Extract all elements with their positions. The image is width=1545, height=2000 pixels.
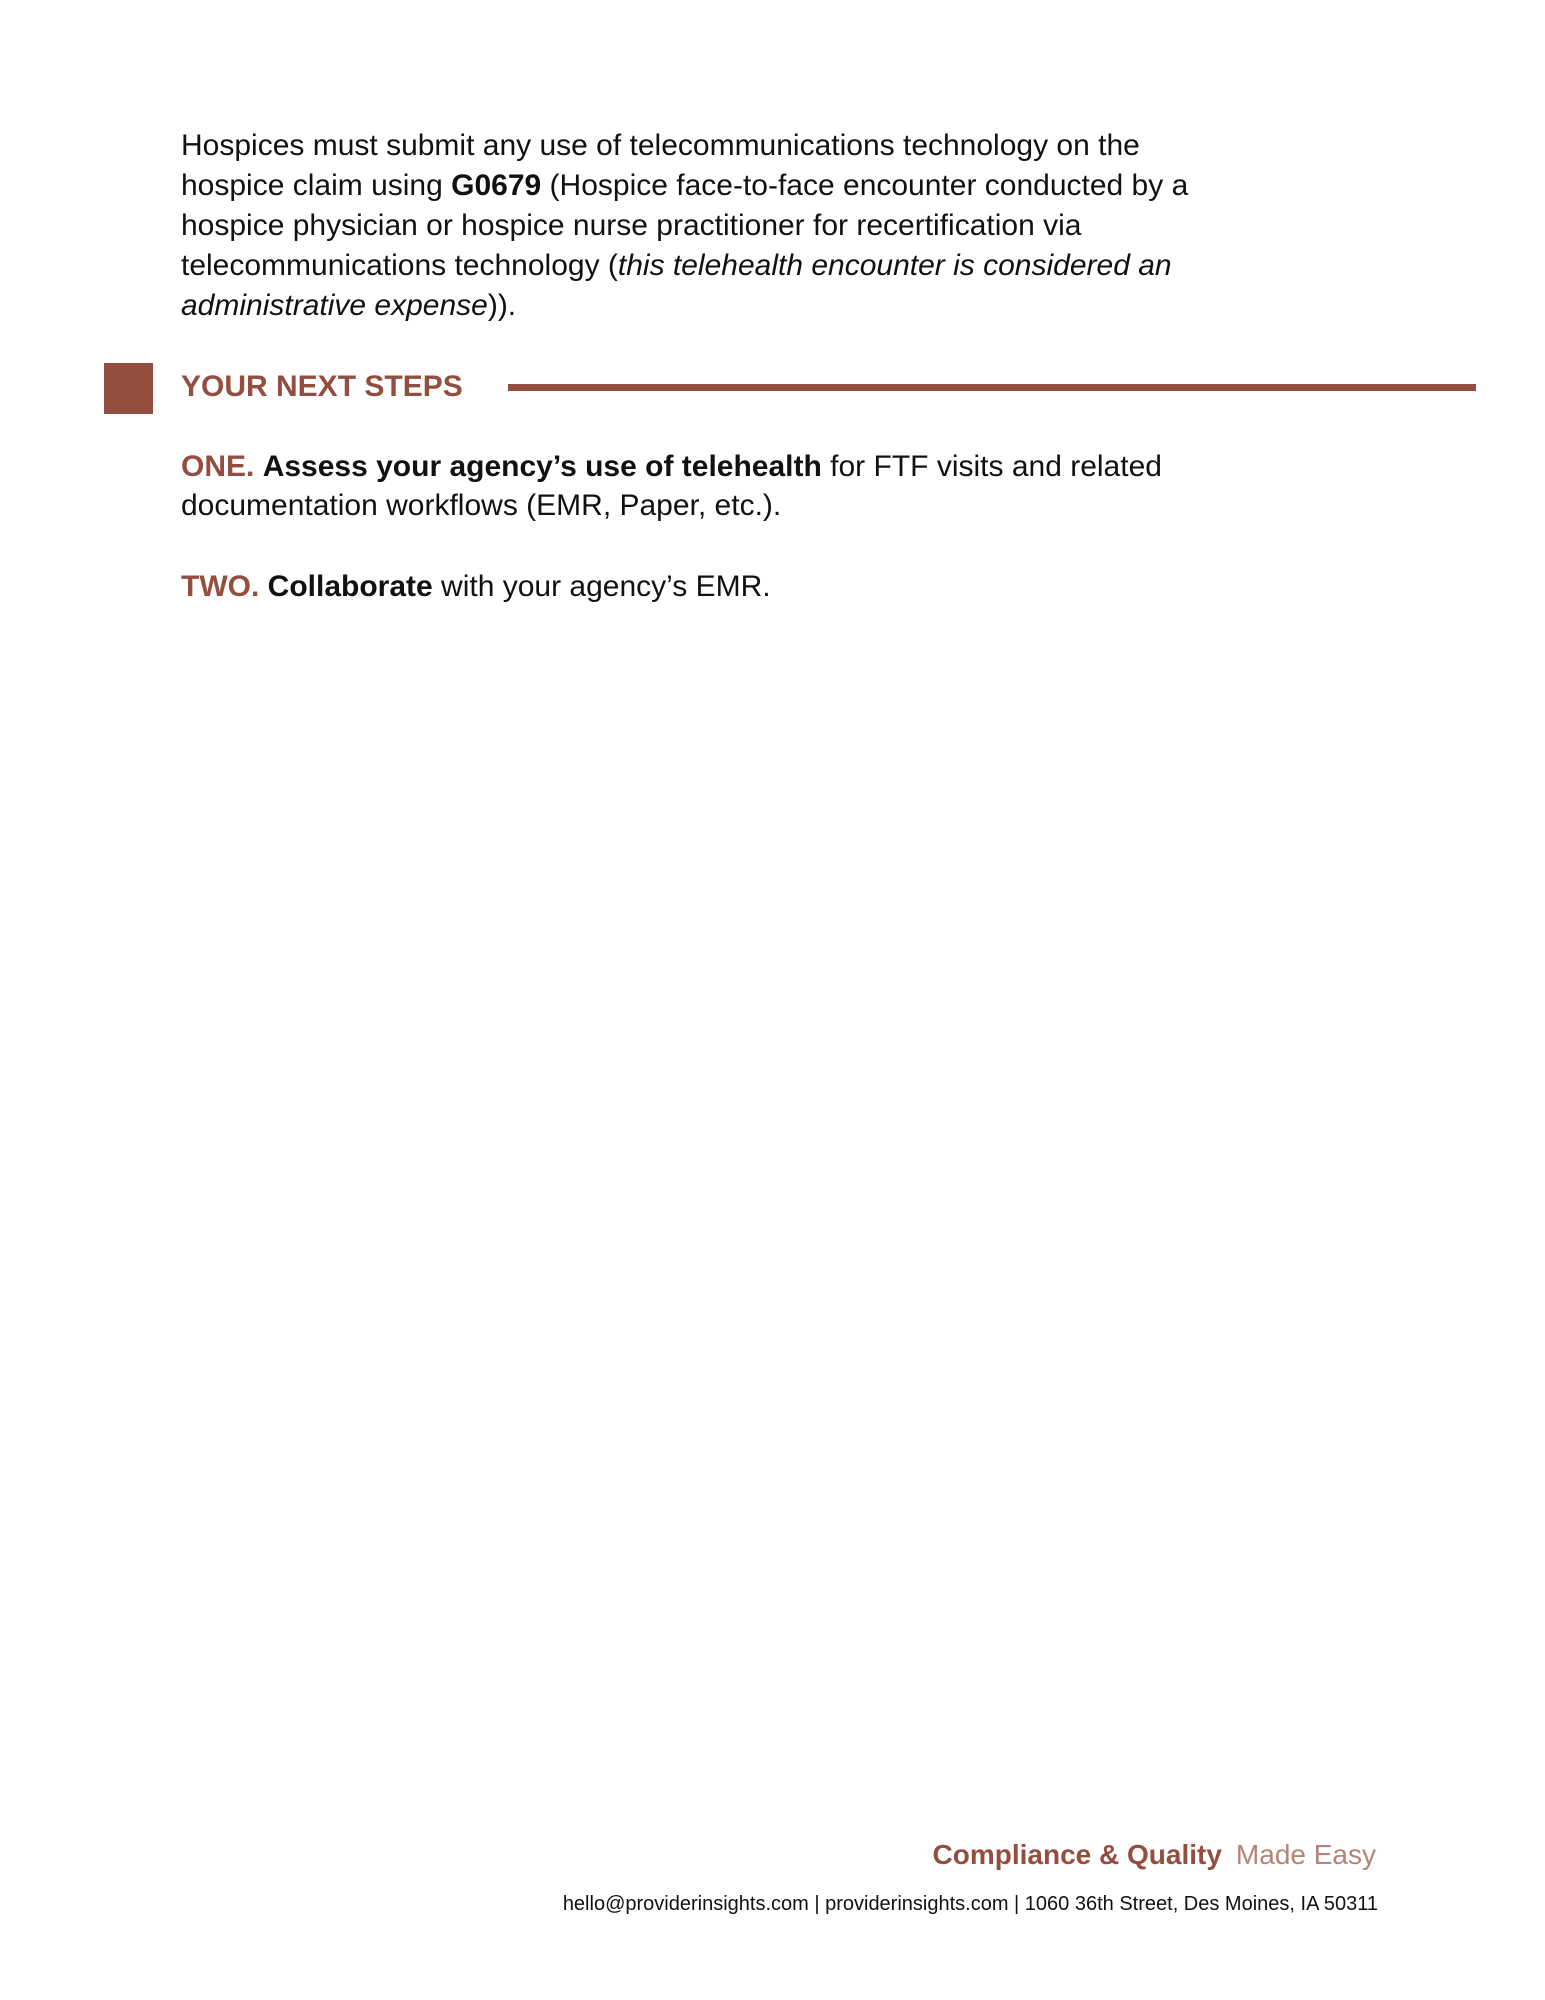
step-two-line-1: TWO. Collaborate with your agency’s EMR. [181, 570, 771, 603]
tagline-light: Made Easy [1235, 1839, 1376, 1870]
intro-paragraph [181, 126, 1381, 326]
intro-line-3: hospice physician or hospice nurse practitioner for recertification via [181, 209, 1082, 242]
billing-code: G0679 [451, 169, 542, 202]
step-one [181, 447, 1381, 525]
step-one-action: Assess your agency’s use of telehealth [262, 450, 822, 483]
step-two-action: Collaborate [267, 570, 433, 603]
tagline-strong: Compliance & Quality [932, 1839, 1222, 1870]
step-one-line-1: ONE. Assess your agency’s use of telehealth for FTF visits and related [181, 450, 1162, 483]
step-two [181, 567, 1381, 606]
intro-line-4: telecommunications technology (this telehealth encounter is considered an [181, 249, 1172, 282]
step-number: ONE. [181, 450, 255, 483]
section-divider [508, 384, 1476, 391]
step-one-line-2: documentation workflows (EMR, Paper, etc.). [181, 489, 782, 522]
section-heading: YOUR NEXT STEPS [181, 370, 463, 403]
intro-line-1: Hospices must submit any use of telecommunications technology on the [181, 129, 1140, 162]
intro-line-5: administrative expense)). [181, 289, 517, 322]
step-number: TWO. [181, 570, 260, 603]
footer-tagline [933, 1838, 1376, 1872]
intro-line-2: hospice claim using G0679 (Hospice face-to-face encounter conducted by a [181, 169, 1189, 202]
section-marker-square [104, 363, 153, 414]
footer-contact-line: hello@providerinsights.com | providerinsights.com | 1060 36th Street, Des Moines, IA 50311 [562, 1893, 1378, 1915]
